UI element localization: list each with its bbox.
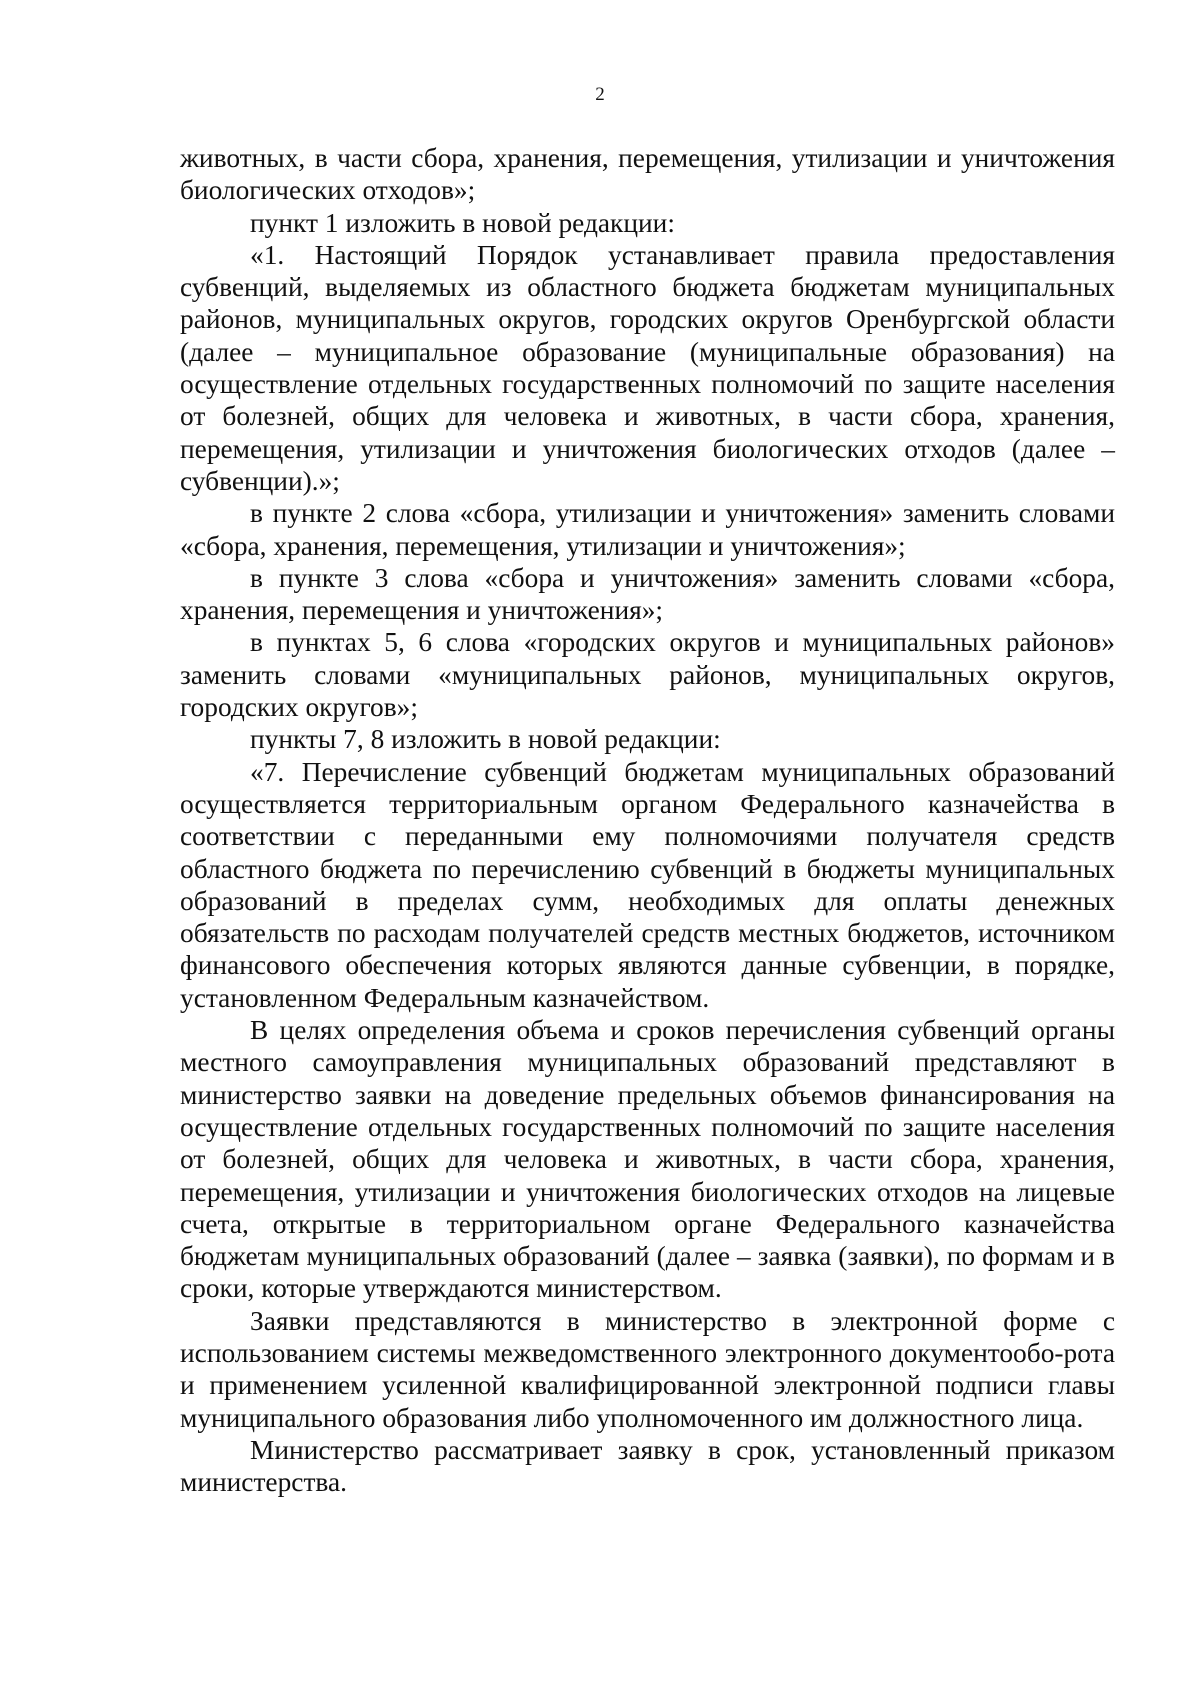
paragraph-continuation: животных, в части сбора, хранения, перемещения, утилизации и уничтожения биологических отходов»; bbox=[180, 143, 1115, 206]
paragraph-ministry-review: Министерство рассматривает заявку в срок, установленный приказом министерства. bbox=[180, 1434, 1115, 1498]
paragraph-requests: В целях определения объема и сроков перечисления субвенций органы местного самоуправления муниципальных образований представляют в министерство заявки на доведение предельных объемов финансирования на осуществление отдельных государственных полномочий по защите населения от болезней, общих для человека и животных, в части сбора, хранения, перемещения, утилизации и уничтожения биологических отходов на лицевые счета, открытые в территориальном органе Федерального казначейства бюджетам муниципальных образований (далее – заявка (заявки), по формам и в сроки, которые утверждаются министерством. bbox=[180, 1015, 1115, 1304]
document-body bbox=[180, 142, 1115, 1498]
page-number: 2 bbox=[595, 84, 605, 105]
paragraph-amend-points-5-6: в пунктах 5, 6 слова «городских округов и муниципальных районов» заменить словами «муниципальных районов, муниципальных округов, городских округов»; bbox=[180, 627, 1115, 723]
paragraph-amend-point-1: пункт 1 изложить в новой редакции: bbox=[250, 207, 675, 238]
paragraph-electronic-form: Заявки представляются в министерство в электронной форме с использованием системы межведомственного электронного документообо-рота и применением усиленной квалифицированной электронной подписи главы муниципального образования либо уполномоченного им должностного лица. bbox=[180, 1305, 1115, 1433]
paragraph-point-7-text: «7. Перечисление субвенций бюджетам муниципальных образований осуществляется территориальным органом Федерального казначейства в соответствии с переданными ему полномочиями получателя средств областного бюджета по перечислению субвенций в бюджеты муниципальных образований в пределах сумм, необходимых для оплаты денежных обязательств по расходам получателей средств местных бюджетов, источником финансового обеспечения которых являются данные субвенции, в порядке, установленном Федеральным казначейством. bbox=[180, 756, 1115, 1013]
paragraph-point-1-text: «1. Настоящий Порядок устанавливает правила предоставления субвенций, выделяемых из областного бюджета бюджетам муниципальных районов, муниципальных округов, городских округов Оренбургской области (далее – муниципальное образование (муниципальные образования) на осуществление отдельных государственных полномочий по защите населения от болезней, общих для человека и животных, в части сбора, хранения, перемещения, утилизации и уничтожения биологических отходов (далее – субвенции).»; bbox=[180, 239, 1115, 496]
paragraph-amend-point-2: в пункте 2 слова «сбора, утилизации и уничтожения» заменить словами «сбора, хранения, перемещения, утилизации и уничтожения»; bbox=[180, 498, 1115, 561]
paragraph-amend-points-7-8: пункты 7, 8 изложить в новой редакции: bbox=[250, 724, 721, 755]
paragraph-amend-point-3: в пункте 3 слова «сбора и уничтожения» заменить словами «сбора, хранения, перемещения и уничтожения»; bbox=[180, 562, 1115, 626]
